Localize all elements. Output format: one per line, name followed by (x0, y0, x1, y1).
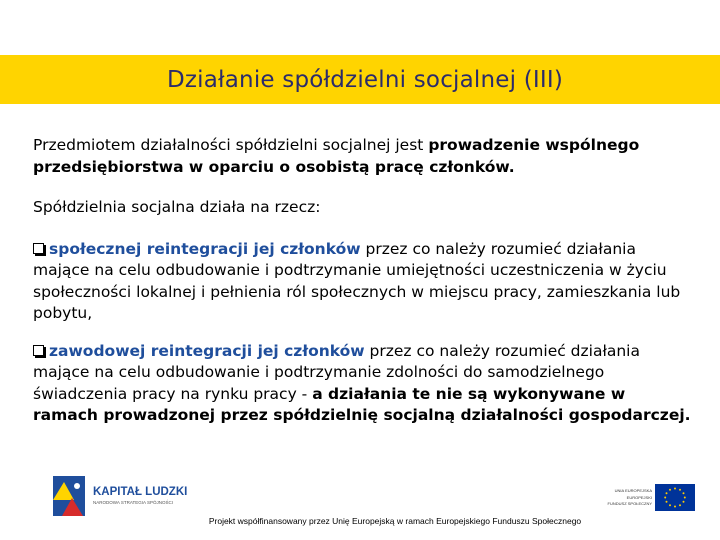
eu-logo-text2: EUROPEJSKI (626, 495, 652, 500)
bullet2-highlight: zawodowej reintegracji jej członków (49, 341, 365, 360)
intro-paragraph (33, 135, 693, 178)
bullet-professional-reintegration (33, 341, 693, 427)
title-bar (0, 55, 720, 104)
bullet2-text: przez co należy rozumieć działania mające na celu odbudowanie i podtrzymanie zdolności do samodzielnego świadczenia pracy na rynku pracy - (33, 341, 640, 403)
kl-logo-name: KAPITAŁ LUDZKI (93, 486, 188, 498)
kl-logo-sub: NARODOWA STRATEGIA SPÓJNOŚCI (93, 500, 174, 505)
kapital-ludzki-logo (50, 470, 210, 520)
bullet2-bold: a działania te nie są wykonywane w ramach prowadzonej przez spółdzielnię socjalną działalności gospodarczej. (33, 384, 691, 424)
eu-logo-graphic (600, 480, 700, 515)
bullet1-text: przez co należy rozumieć działania mające na celu odbudowanie i podtrzymanie umiejętności uczestniczenia w życiu społeczności lokalnej i pełnienia ról społecznych w miejscu pracy, zamieszkania lub pobytu, (33, 239, 681, 322)
intro-bold: prowadzenie wspólnego przedsiębiorstwa w oparciu o osobistą pracę członków. (33, 136, 640, 176)
bullet1-highlight: społecznej reintegracji jej członków (49, 239, 361, 258)
main-content (33, 135, 693, 427)
kapital-ludzki-logo-graphic (50, 470, 210, 520)
kl-logo-star (74, 483, 80, 489)
footer-funding-note: Projekt współfinansowany przez Unię Europejską w ramach Europejskiego Funduszu Społecznego (208, 516, 582, 526)
scope-paragraph: Spółdzielnia socjalna działa na rzecz: (33, 198, 321, 216)
bullet-social-reintegration (33, 239, 693, 325)
checkbox-bullet-icon (33, 345, 44, 356)
intro-normal: Przedmiotem działalności spółdzielni socjalnej jest (33, 136, 429, 154)
eu-logo (600, 480, 700, 515)
eu-logo-text1: UNIA EUROPEJSKA (614, 488, 652, 493)
checkbox-bullet-icon (33, 243, 44, 254)
page-title: Działanie spółdzielni socjalnej (III) (166, 66, 564, 93)
eu-logo-text3: FUNDUSZ SPOŁECZNY (607, 501, 652, 506)
